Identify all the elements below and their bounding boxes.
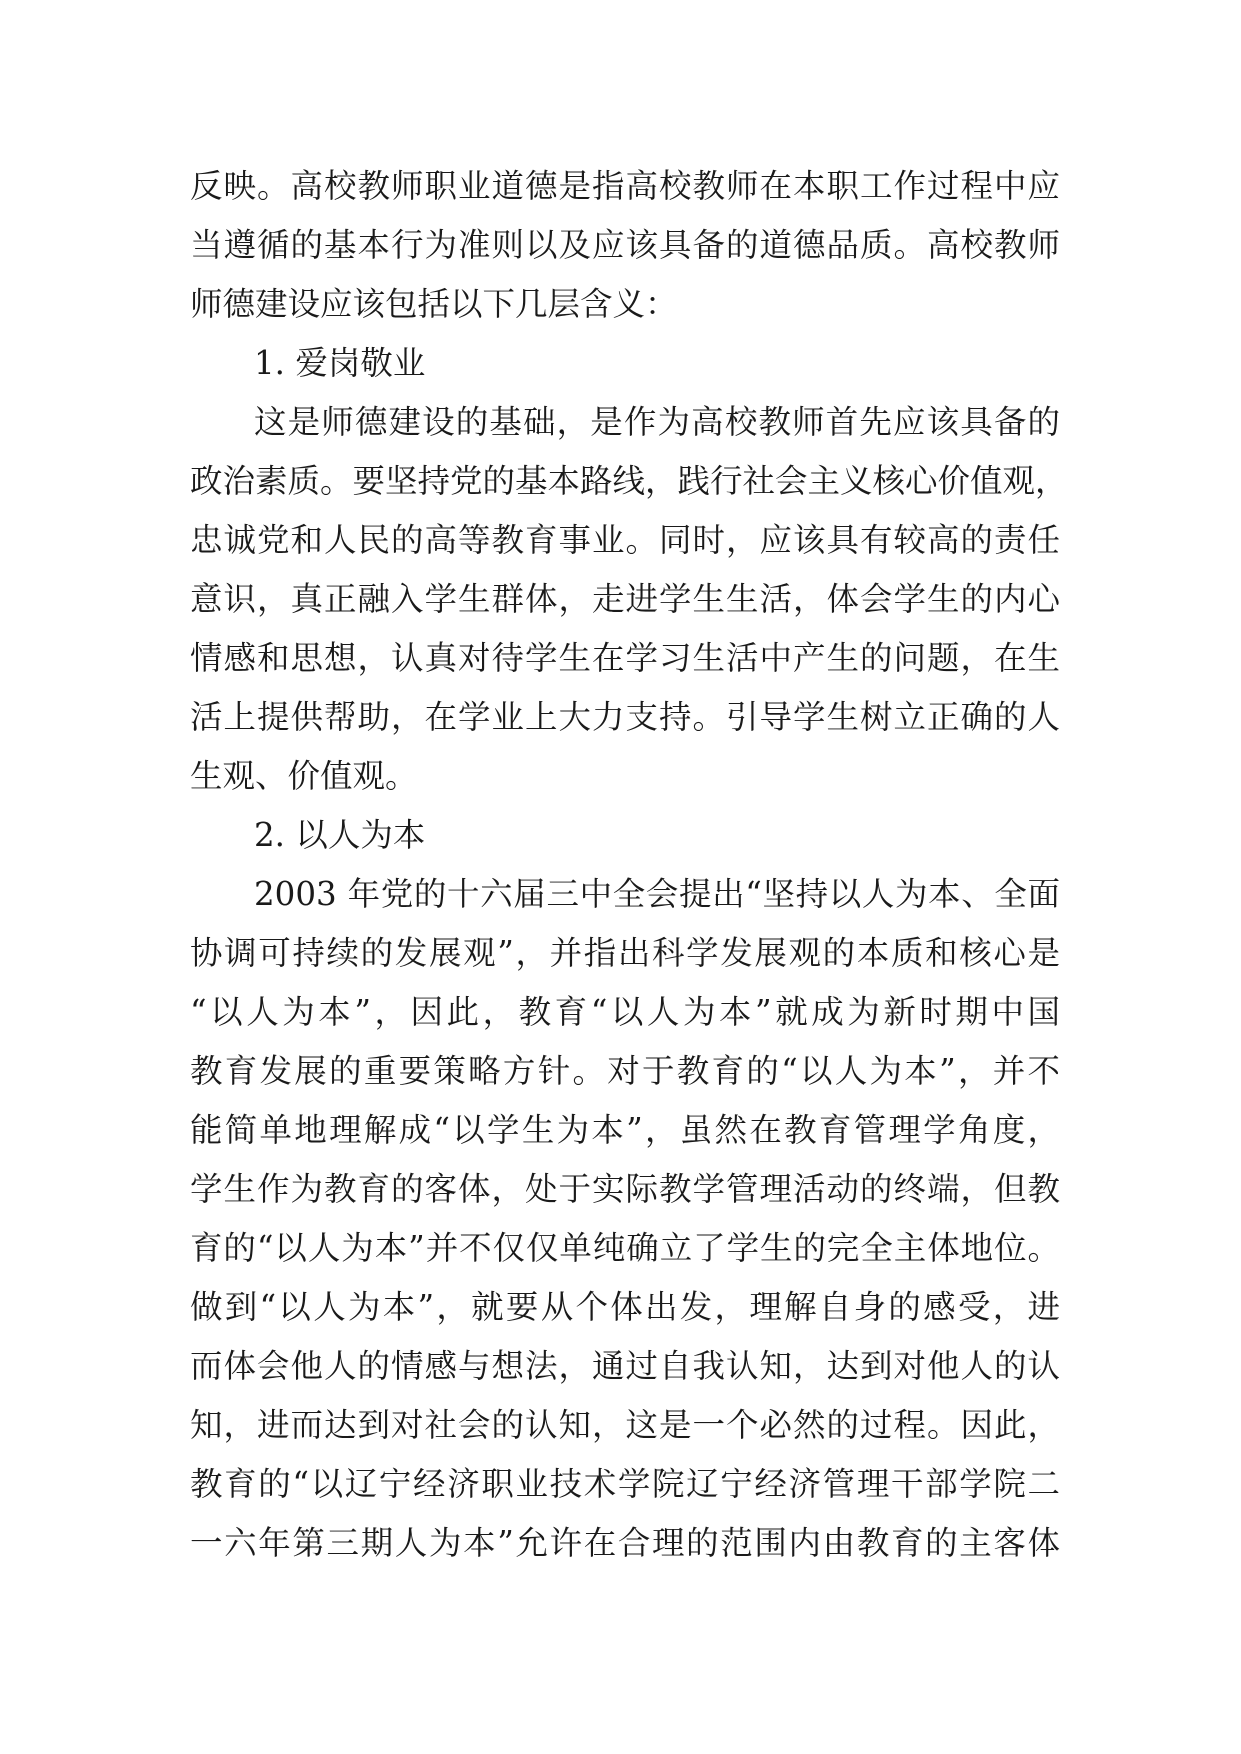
text-line: “以人为本”，因此，教育“以人为本”就成为新时期中国 bbox=[190, 993, 1060, 1031]
text-line: 忠诚党和人民的高等教育事业。同时，应该具有较高的责任 bbox=[190, 521, 1060, 559]
text-line: 教育的“以辽宁经济职业技术学院辽宁经济管理干部学院二 bbox=[190, 1465, 1060, 1503]
text-line: 一六年第三期人为本”允许在合理的范围内由教育的主客体 bbox=[190, 1524, 1060, 1562]
text-line: 知，进而达到对社会的认知，这是一个必然的过程。因此， bbox=[190, 1406, 1060, 1444]
text-line: 1. 爱岗敬业 bbox=[254, 344, 426, 382]
text-line: 情感和思想，认真对待学生在学习生活中产生的问题，在生 bbox=[190, 639, 1060, 677]
text-line: 育的“以人为本”并不仅仅单纯确立了学生的完全主体地位。 bbox=[190, 1229, 1060, 1267]
text-line: 这是师德建设的基础，是作为高校教师首先应该具备的 bbox=[254, 403, 1060, 441]
body-text bbox=[190, 157, 1068, 1573]
text-line: 活上提供帮助，在学业上大力支持。引导学生树立正确的人 bbox=[190, 698, 1060, 736]
text-line: 政治素质。要坚持党的基本路线，践行社会主义核心价值观， bbox=[190, 462, 1068, 500]
text-line: 教育发展的重要策略方针。对于教育的“以人为本”，并不 bbox=[190, 1052, 1060, 1090]
text-line: 学生作为教育的客体，处于实际教学管理活动的终端，但教 bbox=[190, 1170, 1060, 1208]
text-line: 反映。高校教师职业道德是指高校教师在本职工作过程中应 bbox=[190, 167, 1060, 205]
text-line: 协调可持续的发展观”，并指出科学发展观的本质和核心是 bbox=[190, 934, 1060, 972]
text-line: 而体会他人的情感与想法，通过自我认知，达到对他人的认 bbox=[190, 1347, 1060, 1385]
text-line: 生观、价值观。 bbox=[190, 757, 418, 795]
text-line: 师德建设应该包括以下几层含义： bbox=[190, 285, 678, 323]
text-line: 2003 年党的十六届三中全会提出“坚持以人为本、全面 bbox=[254, 875, 1060, 913]
text-line: 做到“以人为本”，就要从个体出发，理解自身的感受，进 bbox=[190, 1288, 1060, 1326]
text-line: 意识，真正融入学生群体，走进学生生活，体会学生的内心 bbox=[190, 580, 1060, 618]
text-line: 当遵循的基本行为准则以及应该具备的道德品质。高校教师 bbox=[190, 226, 1060, 264]
text-line: 2. 以人为本 bbox=[254, 816, 426, 854]
text-line: 能简单地理解成“以学生为本”，虽然在教育管理学角度， bbox=[190, 1111, 1060, 1149]
